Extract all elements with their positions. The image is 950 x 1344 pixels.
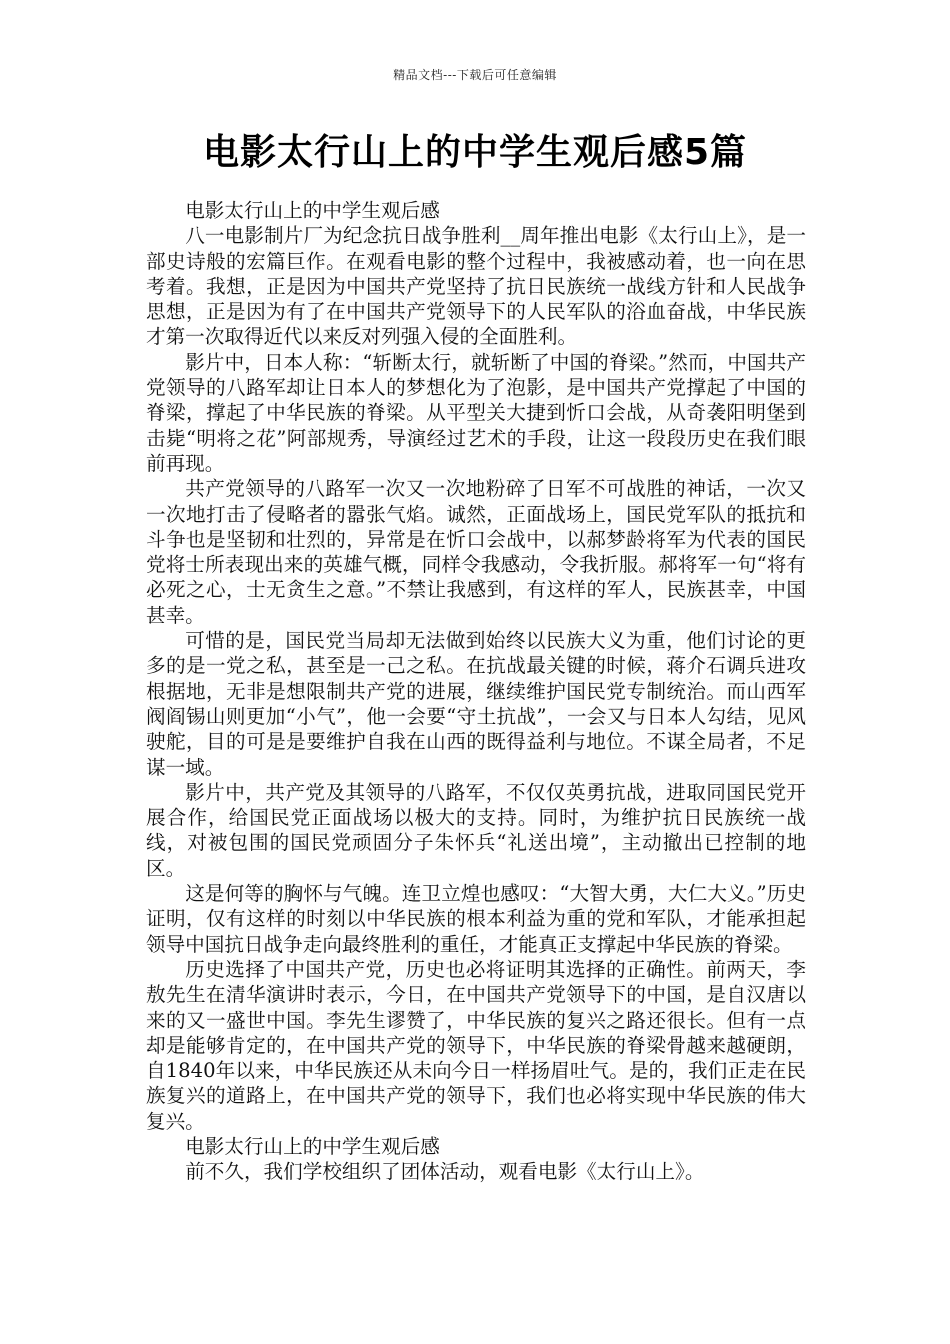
document-title: 电影太行山上的中学生观后感5篇 [202, 132, 748, 173]
page-header: 精品文档---下载后可任意编辑 [393, 68, 557, 82]
paragraph-subtitle-1: 电影太行山上的中学生观后感 [185, 199, 440, 222]
paragraph: 这是何等的胸怀与气魄。连卫立煌也感叹：“大智大勇，大仁大义。”历史证明，仅有这样的时刻以中华民族的根本利益为重的党和军队，才能承担起领导中国抗日战争走向最终胜利的重任，才能真正支撑起中华民族的脊梁。 [146, 882, 806, 956]
paragraph-subtitle-2: 电影太行山上的中学生观后感 [185, 1134, 440, 1158]
document-body [146, 198, 806, 1185]
paragraph: 共产党领导的八路军一次又一次地粉碎了日军不可战胜的神话，一次又一次地打击了侵略者的嚣张气焰。诚然，正面战场上，国民党军队的抵抗和斗争也是坚韧和壮烈的，异常是在忻口会战中，以郝梦龄将军为代表的国民党将士所表现出来的英雄气概，同样令我感动，令我折服。郝将军一句“将有必死之心，士无贪生之意。”不禁让我感到，有这样的军人，民族甚幸，中国甚幸。 [146, 477, 806, 627]
paragraph: 八一电影制片厂为纪念抗日战争胜利__周年推出电影《太行山上》，是一部史诗般的宏篇巨作。在观看电影的整个过程中，我被感动着，也一向在思考着。我想，正是因为中国共产党坚持了抗日民族统一战线方针和人民战争思想，正是因为有了在中国共产党领导下的人民军队的浴血奋战，中华民族才第一次取得近代以来反对列强入侵的全面胜利。 [146, 224, 806, 349]
paragraph: 影片中，日本人称：“斩断太行，就斩断了中国的脊梁。”然而，中国共产党领导的八路军却让日本人的梦想化为了泡影，是中国共产党撑起了中国的脊梁，撑起了中华民族的脊梁。从平型关大捷到忻口会战，从奇袭阳明堡到击毙“明将之花”阿部规秀，导演经过艺术的手段，让这一段段历史在我们眼前再现。 [146, 350, 806, 475]
paragraph: 可惜的是，国民党当局却无法做到始终以民族大义为重，他们讨论的更多的是一党之私，甚至是一己之私。在抗战最关键的时候，蒋介石调兵进攻根据地，无非是想限制共产党的进展，继续维护国民党专制统治。而山西军阀阎锡山则更加“小气”，他一会要“守土抗战”，一会又与日本人勾结，见风驶舵，目的可是是要维护自我在山西的既得益利与地位。不谋全局者，不足谋一域。 [146, 629, 806, 779]
paragraph: 影片中，共产党及其领导的八路军，不仅仅英勇抗战，进取同国民党开展合作，给国民党正面战场以极大的支持。同时，为维护抗日民族统一战线，对被包围的国民党顽固分子朱怀兵“礼送出境”，主动撤出已控制的地区。 [146, 780, 806, 880]
paragraph: 前不久，我们学校组织了团体活动，观看电影《太行山上》。 [185, 1160, 705, 1184]
paragraph: 历史选择了中国共产党，历史也必将证明其选择的正确性。前两天，李敖先生在清华演讲时表示，今日，在中国共产党领导下的中国，是自汉唐以来的又一盛世中国。李先生谬赞了，中华民族的复兴之路还很长。但有一点却是能够肯定的，在中国共产党的领导下，中华民族的脊梁骨越来越硬朗，自1840年以来，中华民族还从未向今日一样扬眉吐气。是的，我们正走在民族复兴的道路上，在中国共产党的领导下，我们也必将实现中华民族的伟大复兴。 [146, 957, 806, 1133]
